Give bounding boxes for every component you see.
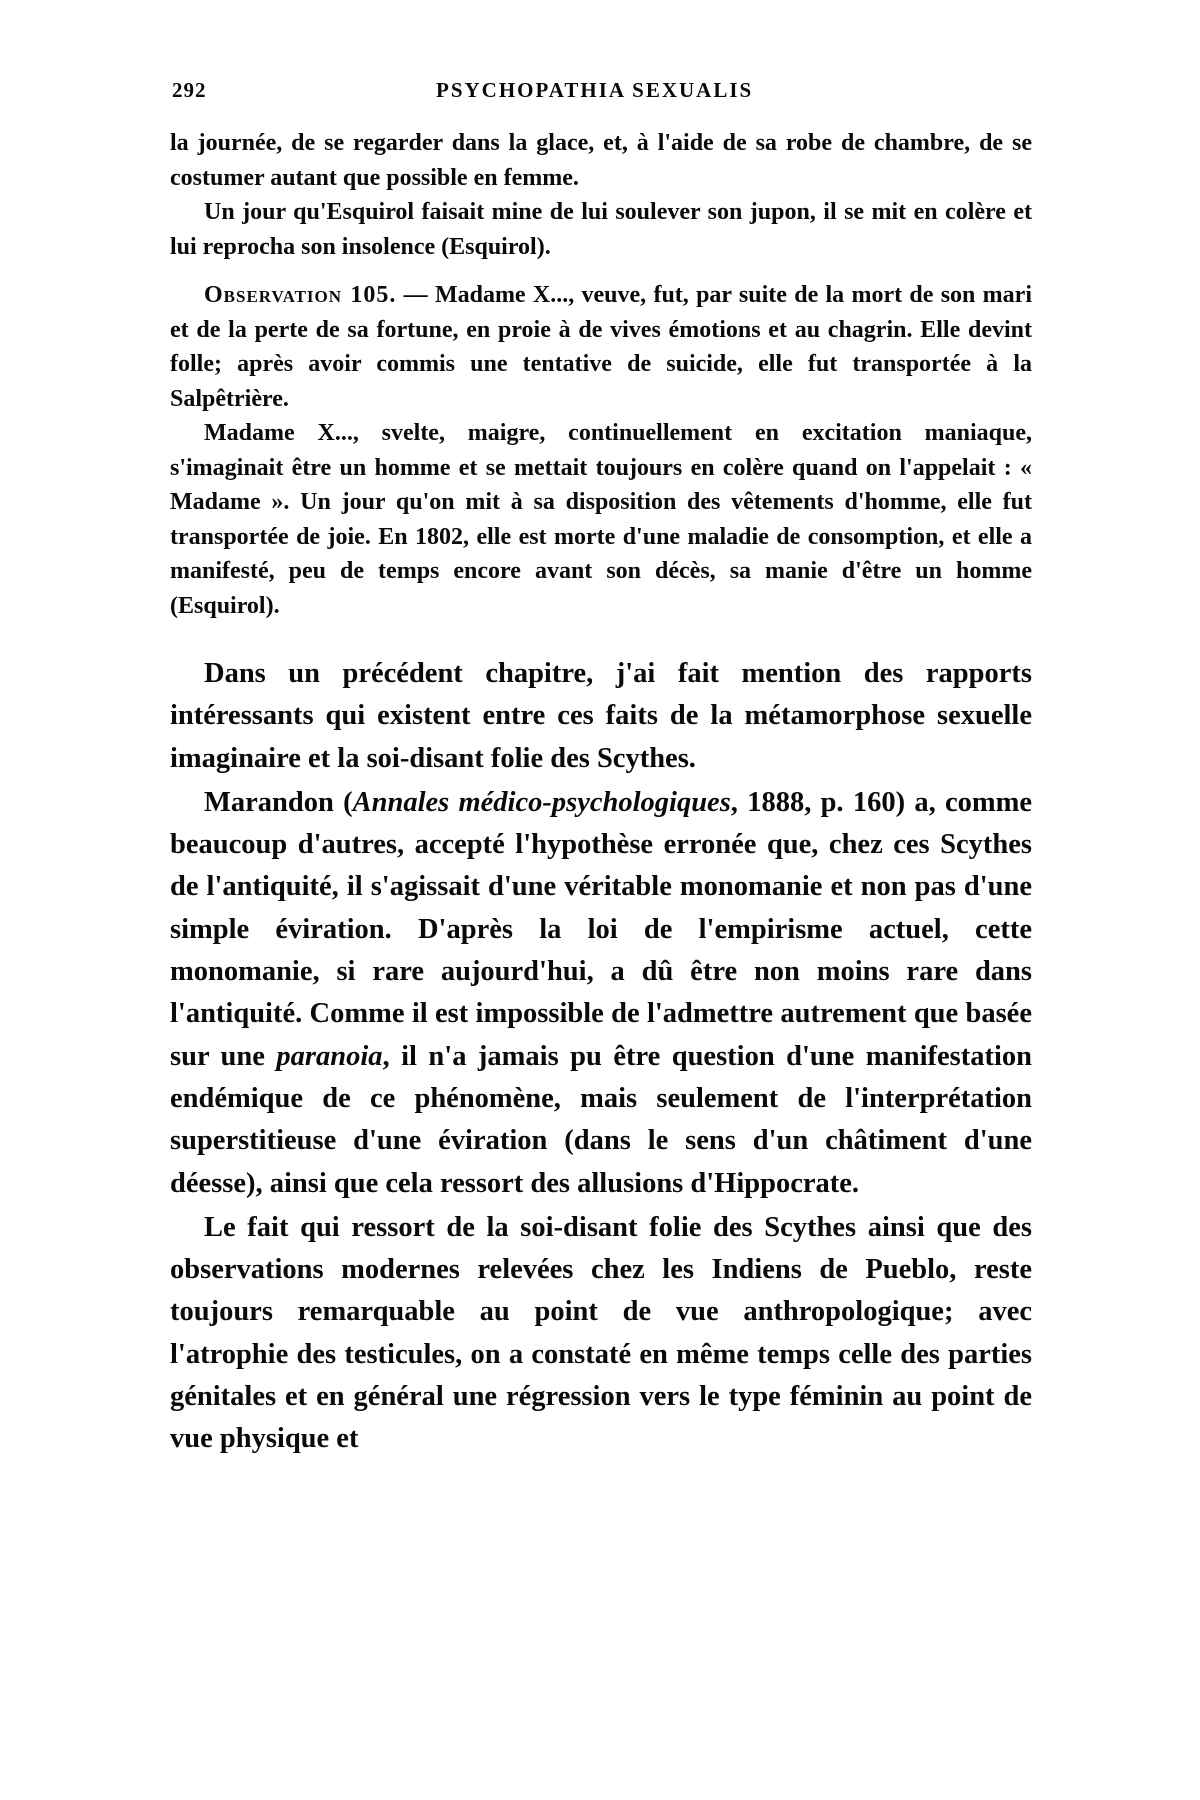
esquirol-paragraph: Un jour qu'Esquirol faisait mine de lui soulever son jupon, il se mit en colère et lui reprocha son insolence (Esquirol). (170, 199, 1032, 260)
book-page (170, 78, 1032, 1461)
paranoia-term: paranoia (276, 1040, 383, 1072)
continuation-paragraph: la journée, de se regarder dans la glace, et, à l'aide de sa robe de chambre, de se costumer autant que possible en femme. (170, 130, 1032, 191)
body-paragraph-3: Le fait qui ressort de la soi-disant folie des Scythes ainsi que des observations modernes relevées chez les Indiens de Pueblo, reste toujours remarquable au point de vue anthropologique; avec l'atrophie des testicules, on a constaté en même temps celle des parties génitales et en général une régression vers le type féminin au point de vue physique et (170, 1211, 1032, 1455)
paragraph-2-text-a: a, comme beaucoup d'autres, accepté l'hypothèse erronée que, chez ces Scythes de l'antiquité, il s'agissait d'une véritable monomanie et non pas d'une simple éviration. D'après la loi de l'empirisme actuel, cette monomanie, si rare aujourd'hui, a dû être non moins rare dans l'antiquité. Comme il est impossible de l'admettre autrement que basée sur une (170, 786, 1032, 1072)
observation-section (170, 126, 1032, 623)
running-title: PSYCHOPATHIA SEXUALIS (436, 78, 754, 102)
page-number: 292 (172, 78, 207, 102)
running-head (170, 78, 1032, 112)
paragraph-2-text-b: , il n'a jamais pu être question d'une manifestation endémique de ce phénomène, mais seulement de l'interprétation superstitieuse d'une éviration (dans le sens d'un châtiment d'une déesse), ainsi que cela ressort des allusions d'Hippocrate. (170, 1040, 1032, 1199)
madame-paragraph: Madame X..., svelte, maigre, continuellement en excitation maniaque, s'imaginait être un homme et se mettait toujours en colère quand on l'appelait : « Madame ». Un jour qu'on mit à sa disposition des vêtements d'homme, elle fut transportée de joie. En 1802, elle est morte d'une maladie de consomption, et elle a manifesté, peu de temps encore avant son décès, sa manie d'être un homme (Esquirol). (170, 420, 1032, 619)
body-paragraph-1: Dans un précédent chapitre, j'ai fait mention des rapports intéressants qui existent entre ces faits de la métamorphose sexuelle imaginaire et la soi-disant folie des Scythes. (170, 658, 1032, 774)
body-paragraph-2 (170, 782, 1032, 1205)
journal-citation: , 1888, p. 160) (730, 786, 906, 818)
observation-text: Madame X..., veuve, fut, par suite de la mort de son mari et de la perte de sa fortune, en proie à de vives émotions et au chagrin. Elle devint folle; après avoir commis une tentative de suicide, elle fut transportée à la Salpêtrière. (170, 282, 1032, 412)
journal-title: Annales médico-psychologiques (352, 786, 731, 818)
main-text (170, 653, 1032, 1461)
observation-dash: — (396, 282, 435, 308)
observation-label: Observation 105. (204, 282, 397, 308)
marandon-author: Marandon ( (204, 786, 353, 818)
observation-paragraph (170, 278, 1032, 416)
